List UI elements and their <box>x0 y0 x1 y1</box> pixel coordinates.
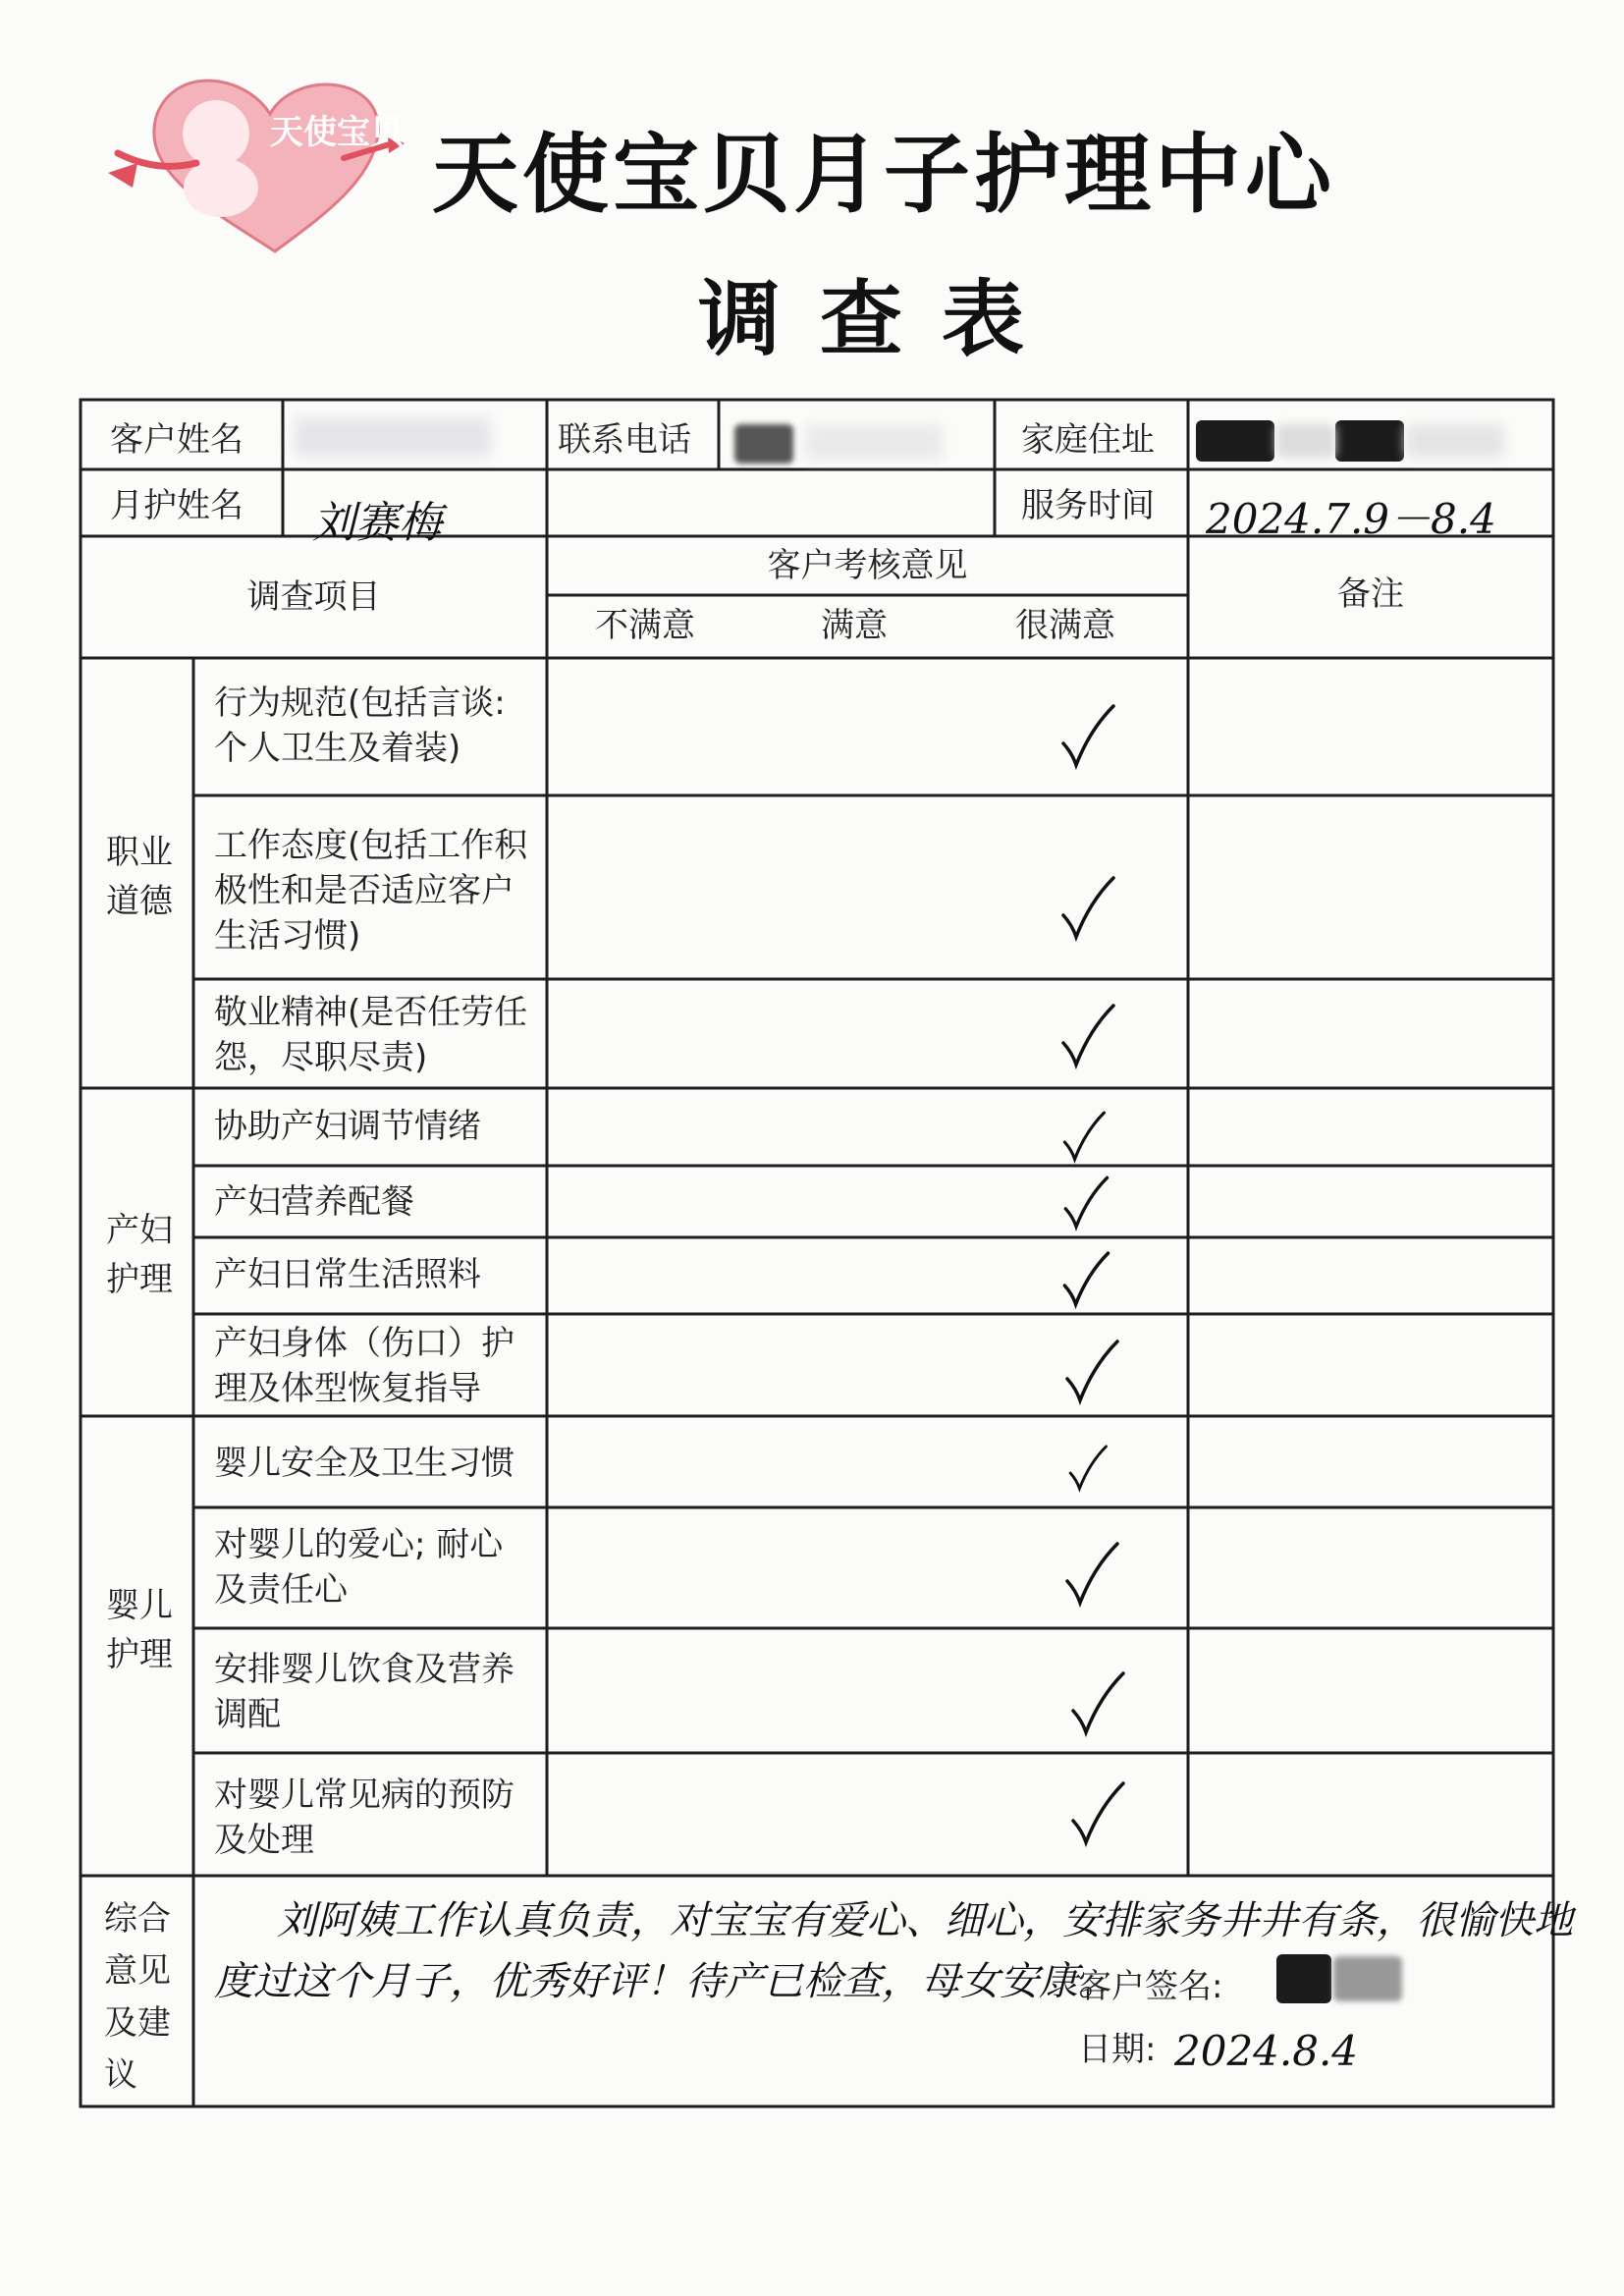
check-icon <box>1062 1540 1121 1609</box>
check-icon <box>1058 1002 1117 1070</box>
address-redacted-4 <box>1406 424 1504 458</box>
logo-text: 天使宝贝 <box>270 113 404 152</box>
address-redacted-2 <box>1335 420 1404 462</box>
survey-item: 产妇日常生活照料 <box>214 1255 481 1294</box>
date-label: 日期: <box>1078 2030 1157 2069</box>
survey-item-header: 调查项目 <box>246 577 381 617</box>
check-icon <box>1062 1338 1121 1406</box>
survey-item: 工作态度(包括工作积 极性和是否适应客户 生活习惯) <box>214 826 528 956</box>
survey-item: 协助产妇调节情绪 <box>214 1107 481 1146</box>
client-name-redacted <box>295 417 491 457</box>
signature-label: 客户签名: <box>1078 1967 1223 2006</box>
opinion-header: 客户考核意见 <box>767 546 968 585</box>
nurse-name-value: 刘赛梅 <box>312 498 442 548</box>
dissatisfied-header: 不满意 <box>595 606 695 645</box>
phone-label: 联系电话 <box>558 420 691 460</box>
check-icon <box>1062 1444 1113 1493</box>
phone-redacted-light <box>805 424 943 460</box>
page-title: 天使宝贝月子护理中心 <box>432 124 1336 225</box>
summary-comment-line1: 刘阿姨工作认真负责，对宝宝有爱心、细心，安排家务井井有条，很愉快地 <box>277 1898 1573 1943</box>
signature-redacted-light <box>1333 1956 1402 2001</box>
survey-item: 敬业精神(是否任劳任 怨，尽职尽责) <box>214 993 528 1077</box>
check-icon <box>1058 874 1117 943</box>
very-satisfied-header: 很满意 <box>1015 606 1115 645</box>
page-subtitle: 调查表 <box>697 271 1063 367</box>
service-time-label: 服务时间 <box>1021 486 1155 525</box>
check-icon <box>1058 702 1117 771</box>
survey-item: 对婴儿的爱心; 耐心 及责任心 <box>214 1525 504 1610</box>
survey-item: 产妇营养配餐 <box>214 1182 414 1222</box>
address-redacted-1 <box>1196 420 1274 462</box>
survey-item: 婴儿安全及卫生习惯 <box>214 1444 514 1483</box>
check-icon <box>1060 1249 1111 1310</box>
survey-item: 产妇身体（伤口）护 理及体型恢复指导 <box>214 1324 514 1408</box>
date-value: 2024.8.4 <box>1174 2027 1359 2075</box>
survey-item: 对婴儿常见病的预防 及处理 <box>214 1776 514 1860</box>
satisfied-header: 满意 <box>821 606 888 645</box>
group-label-ethics: 职业 道德 <box>106 833 173 921</box>
survey-item: 行为规范(包括言谈: 个人卫生及着装) <box>214 683 506 768</box>
address-label: 家庭住址 <box>1021 420 1155 460</box>
check-icon <box>1060 1175 1111 1231</box>
address-redacted-3 <box>1276 424 1335 458</box>
summary-label: 综合 意见 及建 议 <box>104 1899 171 2095</box>
nurse-name-label: 月护姓名 <box>110 486 244 525</box>
remarks-header: 备注 <box>1337 574 1404 614</box>
check-icon <box>1068 1669 1127 1738</box>
survey-item: 安排婴儿饮食及营养 调配 <box>214 1650 514 1734</box>
phone-redacted <box>734 424 793 464</box>
signature-redacted <box>1276 1954 1331 2003</box>
client-name-label: 客户姓名 <box>110 420 244 460</box>
group-label-infant: 婴儿 护理 <box>106 1586 173 1674</box>
summary-comment-line2: 度过这个月子，优秀好评！待产已检查，母女安康。 <box>214 1959 1117 2004</box>
check-icon <box>1068 1779 1127 1848</box>
group-label-maternal: 产妇 护理 <box>106 1211 173 1299</box>
service-time-value: 2024.7.9－8.4 <box>1206 495 1496 543</box>
check-icon <box>1060 1110 1108 1164</box>
